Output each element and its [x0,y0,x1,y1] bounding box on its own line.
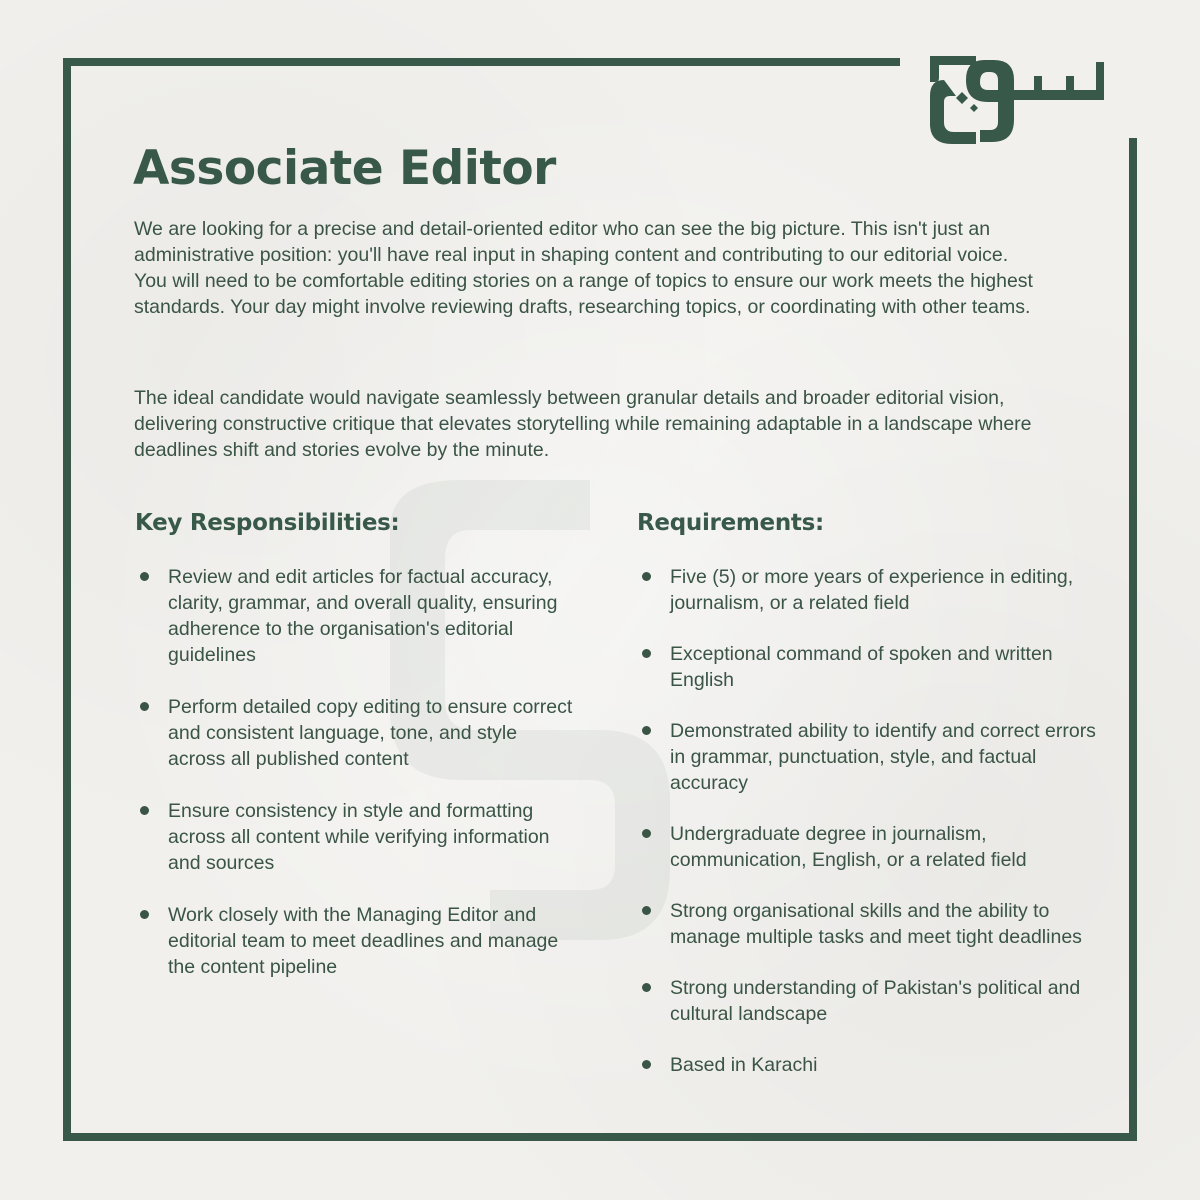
bullet-icon [642,572,651,581]
list-item-text: Review and edit articles for factual accuracy, clarity, grammar, and overall quality, ensuring adherence to the organisation's editorial guidelines [168,566,558,666]
bullet-icon [140,806,149,815]
list-item [135,564,575,668]
intro-paragraph-2: The ideal candidate would navigate seamlessly between granular details and broader editorial vision, delivering constructive critique that elevates storytelling while remaining adaptable in a landscape where deadlines shift and stories evolve by the minute. [134,387,1032,461]
responsibilities-list [135,564,575,980]
list-item [637,975,1107,1027]
bullet-icon [642,829,651,838]
bullet-icon [140,572,149,581]
intro-paragraph-1: We are looking for a precise and detail-oriented editor who can see the big picture. This isn't just an administrative position: you'll have real input in shaping content and contributing to our editorial voice. You will need to be comfortable editing stories on a range of topics to ensure our work meets the highest standards. Your day might involve reviewing drafts, researching topics, or coordinating with other teams. [134,218,1033,318]
list-item-text: Based in Karachi [670,1054,818,1076]
list-item-text: Demonstrated ability to identify and correct errors in grammar, punctuation, style, and factual accuracy [670,720,1096,794]
list-item [637,898,1107,950]
list-item-text: Work closely with the Managing Editor and editorial team to meet deadlines and manage the content pipeline [168,904,559,978]
list-item-text: Exceptional command of spoken and written English [670,643,1053,691]
bullet-icon [140,702,149,711]
list-item-text: Five (5) or more years of experience in editing, journalism, or a related field [670,566,1074,614]
requirements-section [637,508,1107,1103]
requirements-heading: Requirements: [637,510,824,536]
responsibilities-heading: Key Responsibilities: [135,510,400,536]
bullet-icon [642,906,651,915]
list-item [637,821,1107,873]
frame-left [63,58,71,1141]
list-item-text: Undergraduate degree in journalism, communication, English, or a related field [670,823,1027,871]
requirements-list [637,564,1107,1078]
bullet-icon [140,910,149,919]
bullet-icon [642,649,651,658]
frame-top [63,58,900,66]
list-item-text: Strong understanding of Pakistan's political and cultural landscape [670,977,1081,1025]
bullet-icon [642,726,651,735]
list-item-text: Ensure consistency in style and formatting across all content while verifying information and sources [168,800,550,874]
list-item [637,1052,1107,1078]
list-item-text: Strong organisational skills and the ability to manage multiple tasks and meet tight deadlines [670,900,1082,948]
bullet-icon [642,1060,651,1069]
frame-right [1129,138,1137,1141]
responsibilities-section [135,508,575,1006]
list-item-text: Perform detailed copy editing to ensure correct and consistent language, tone, and style across all published content [168,696,573,770]
list-item [637,641,1107,693]
list-item [637,564,1107,616]
frame-bottom [63,1133,1137,1141]
bullet-icon [642,983,651,992]
list-item [135,694,575,772]
list-item [637,718,1107,796]
brand-logo-icon [922,52,1112,148]
page-title: Associate Editor [133,141,556,196]
list-item [135,798,575,876]
list-item [135,902,575,980]
